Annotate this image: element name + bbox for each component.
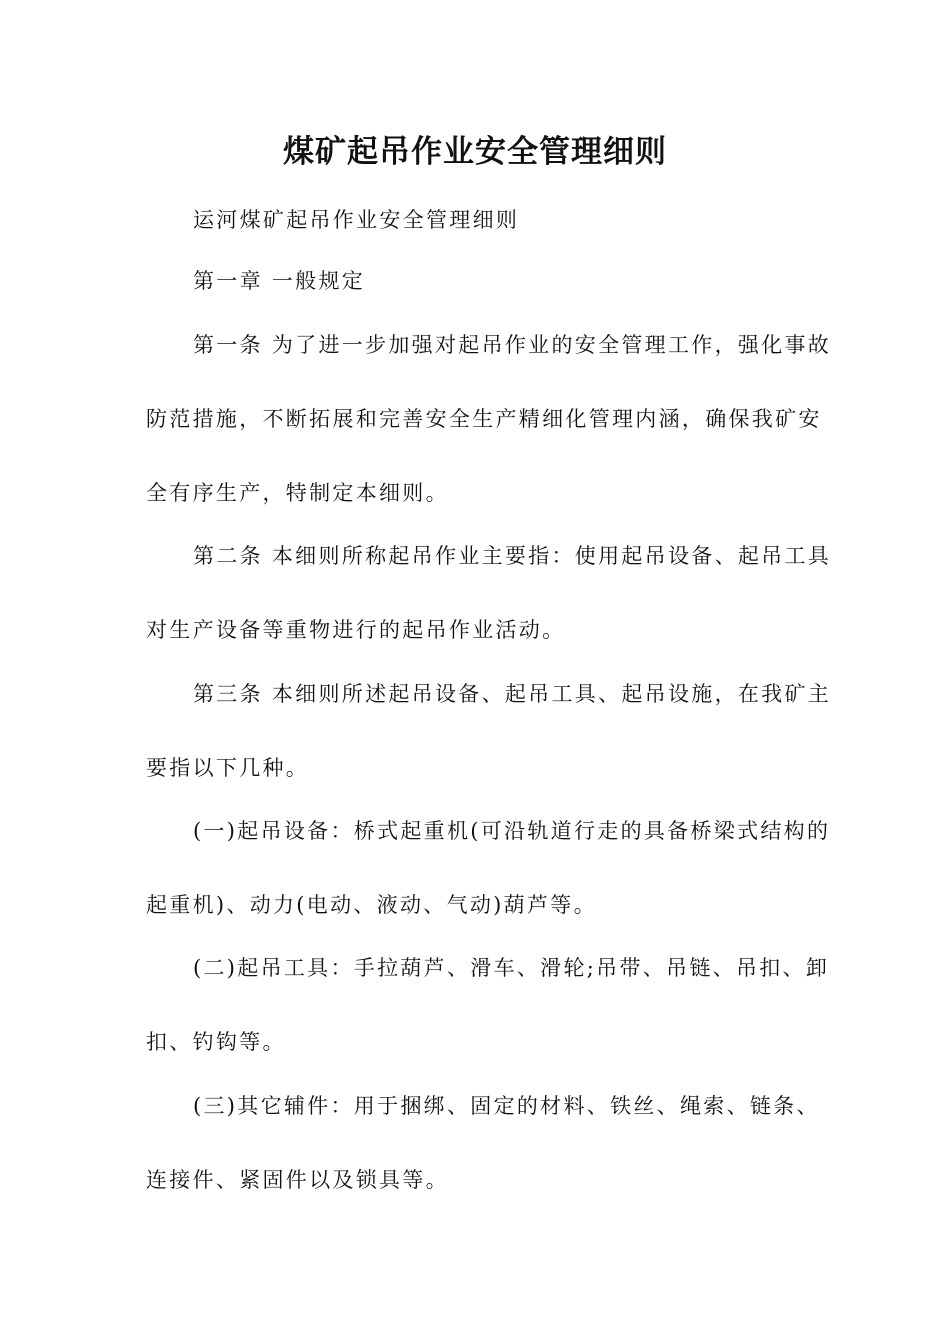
item-3-line-2: 连接件、紧固件以及锁具等。 [146, 1168, 449, 1192]
article-3-line-2: 要指以下几种。 [146, 756, 310, 780]
chapter-heading: 第一章 一般规定 [193, 269, 366, 293]
article-2-line-1: 第二条 本细则所称起吊作业主要指：使用起吊设备、起吊工具 [193, 544, 832, 568]
article-1-line-1: 第一条 为了进一步加强对起吊作业的安全管理工作，强化事故 [193, 333, 832, 357]
item-3-line-1: (三)其它辅件：用于捆绑、固定的材料、铁丝、绳索、链条、 [193, 1094, 820, 1118]
article-3-line-1: 第三条 本细则所述起吊设备、起吊工具、起吊设施，在我矿主 [193, 682, 832, 706]
article-1-line-3: 全有序生产，特制定本细则。 [146, 481, 449, 505]
item-1-line-2: 起重机)、动力(电动、液动、气动)葫芦等。 [146, 893, 597, 917]
item-2-line-2: 扣、钓钩等。 [146, 1030, 286, 1054]
item-1-line-1: (一)起吊设备：桥式起重机(可沿轨道行走的具备桥梁式结构的 [193, 819, 831, 843]
article-1-line-2: 防范措施，不断拓展和完善安全生产精细化管理内涵，确保我矿安 [146, 407, 822, 431]
article-2-line-2: 对生产设备等重物进行的起吊作业活动。 [146, 618, 566, 642]
document-title: 煤矿起吊作业安全管理细则 [283, 134, 667, 170]
subtitle-line: 运河煤矿起吊作业安全管理细则 [193, 208, 520, 232]
item-2-line-1: (二)起吊工具：手拉葫芦、滑车、滑轮;吊带、吊链、吊扣、卸 [193, 956, 830, 980]
